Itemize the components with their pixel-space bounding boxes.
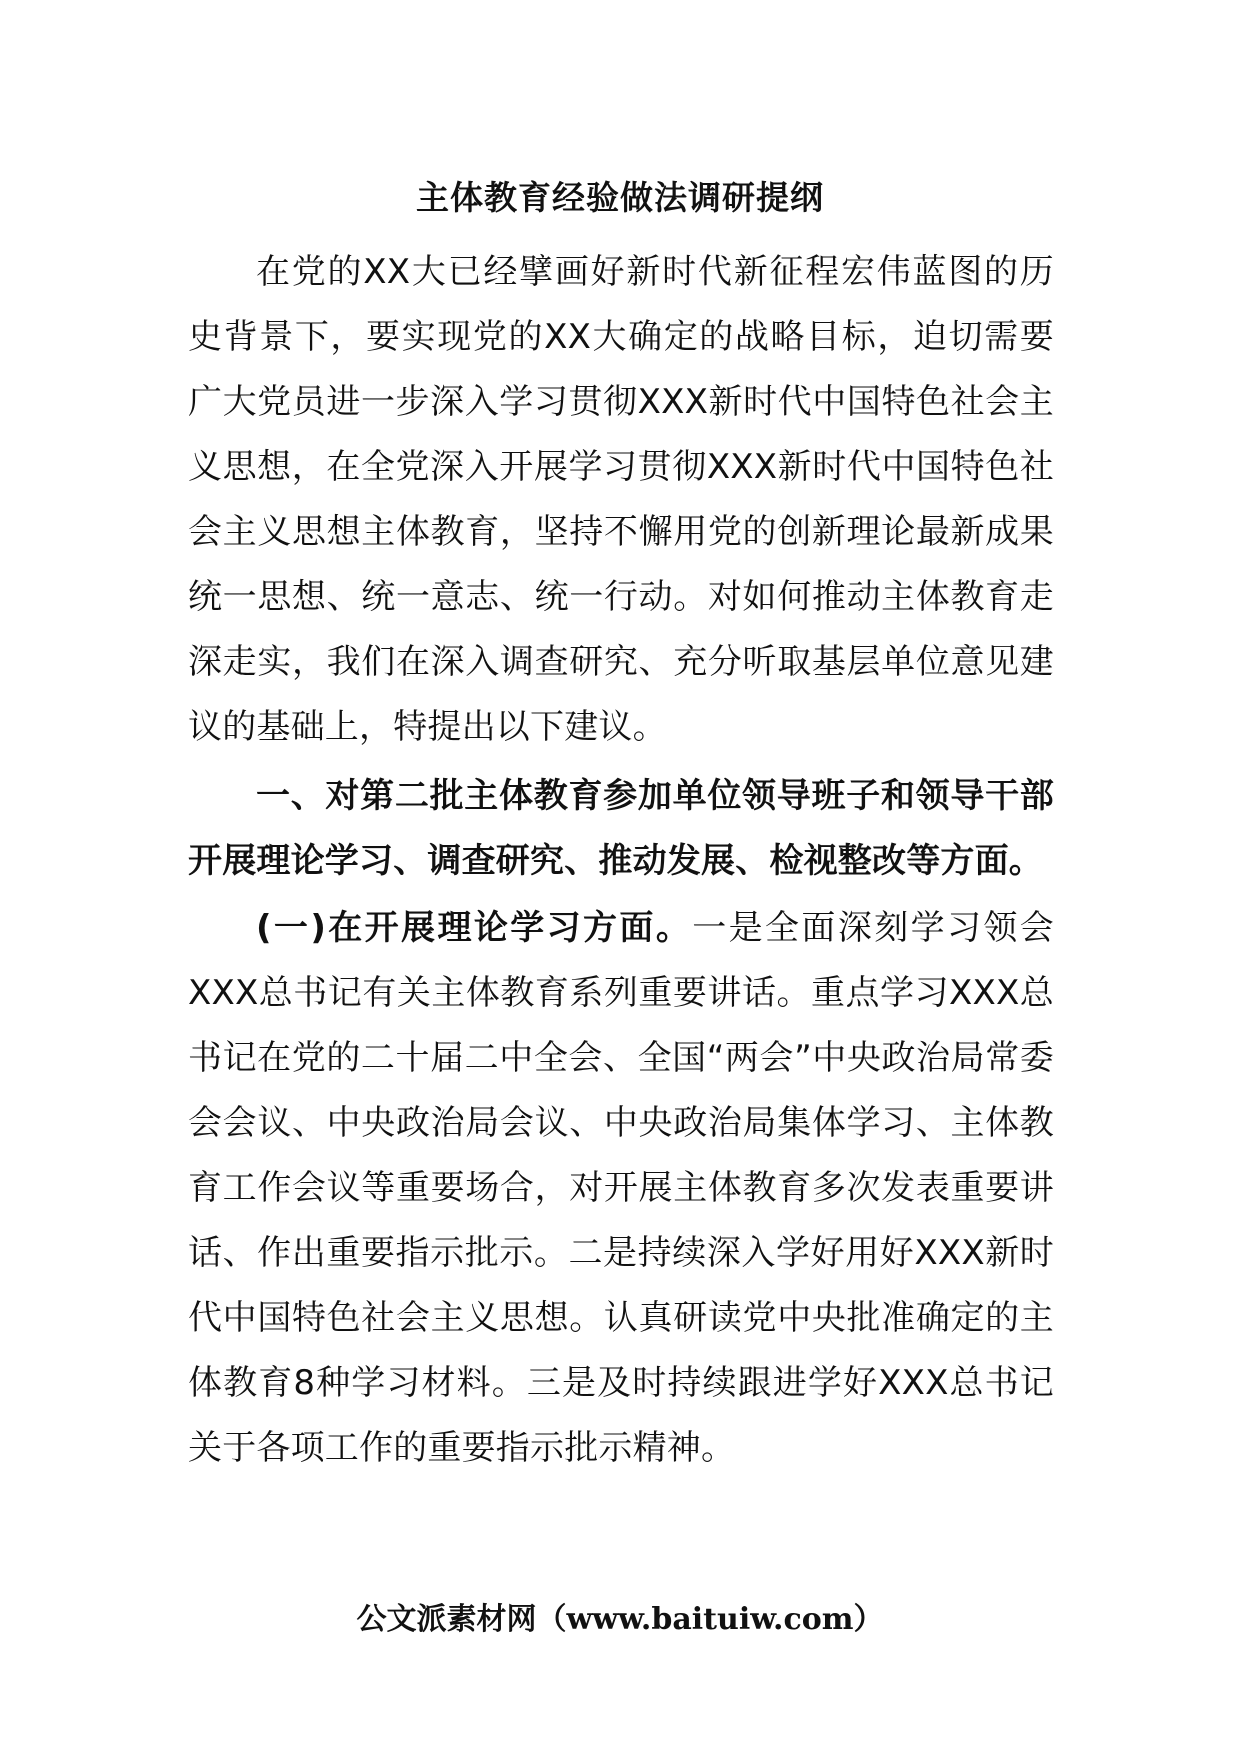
footer-url: （www.baituiw.com） <box>536 1602 884 1637</box>
subsection-1-body: 一是全面深刻学习领会XXX总书记有关主体教育系列重要讲话。重点学习XXX总书记在党的二十届二中全会、全国“两会”中央政治局常委会会议、中央政治局会议、中央政治局集体学习、主体教育工作会议等重要场合，对开展主体教育多次发表重要讲话、作出重要指示批示。二是持续深入学好用好XXX新时代中国特色社会主义思想。认真研读党中央批准确定的主体教育8种学习材料。三是及时持续跟进学好XXX总书记关于各项工作的重要指示批示精神。 <box>188 908 1054 1468</box>
subsection-1-paragraph <box>188 896 1054 1481</box>
document-title: 主体教育经验做法调研提纲 <box>416 178 824 217</box>
footer-watermark <box>0 1600 1240 1640</box>
intro-paragraph: 在党的XX大已经擘画好新时代新征程宏伟蓝图的历史背景下，要实现党的XX大确定的战略目标，迫切需要广大党员进一步深入学习贯彻XXX新时代中国特色社会主义思想，在全党深入开展学习贯彻XXX新时代中国特色社会主义思想主体教育，坚持不懈用党的创新理论最新成果统一思想、统一意志、统一行动。对如何推动主体教育走深走实，我们在深入调查研究、充分听取基层单位意见建议的基础上，特提出以下建议。 <box>188 252 1054 747</box>
footer-site-name: 公文派素材网 <box>356 1602 537 1637</box>
subsection-1-title: (一)在开展理论学习方面。 <box>256 908 693 948</box>
section-heading-1: 一、对第二批主体教育参加单位领导班子和领导干部开展理论学习、调查研究、推动发展、检视整改等方面。 <box>188 776 1054 881</box>
